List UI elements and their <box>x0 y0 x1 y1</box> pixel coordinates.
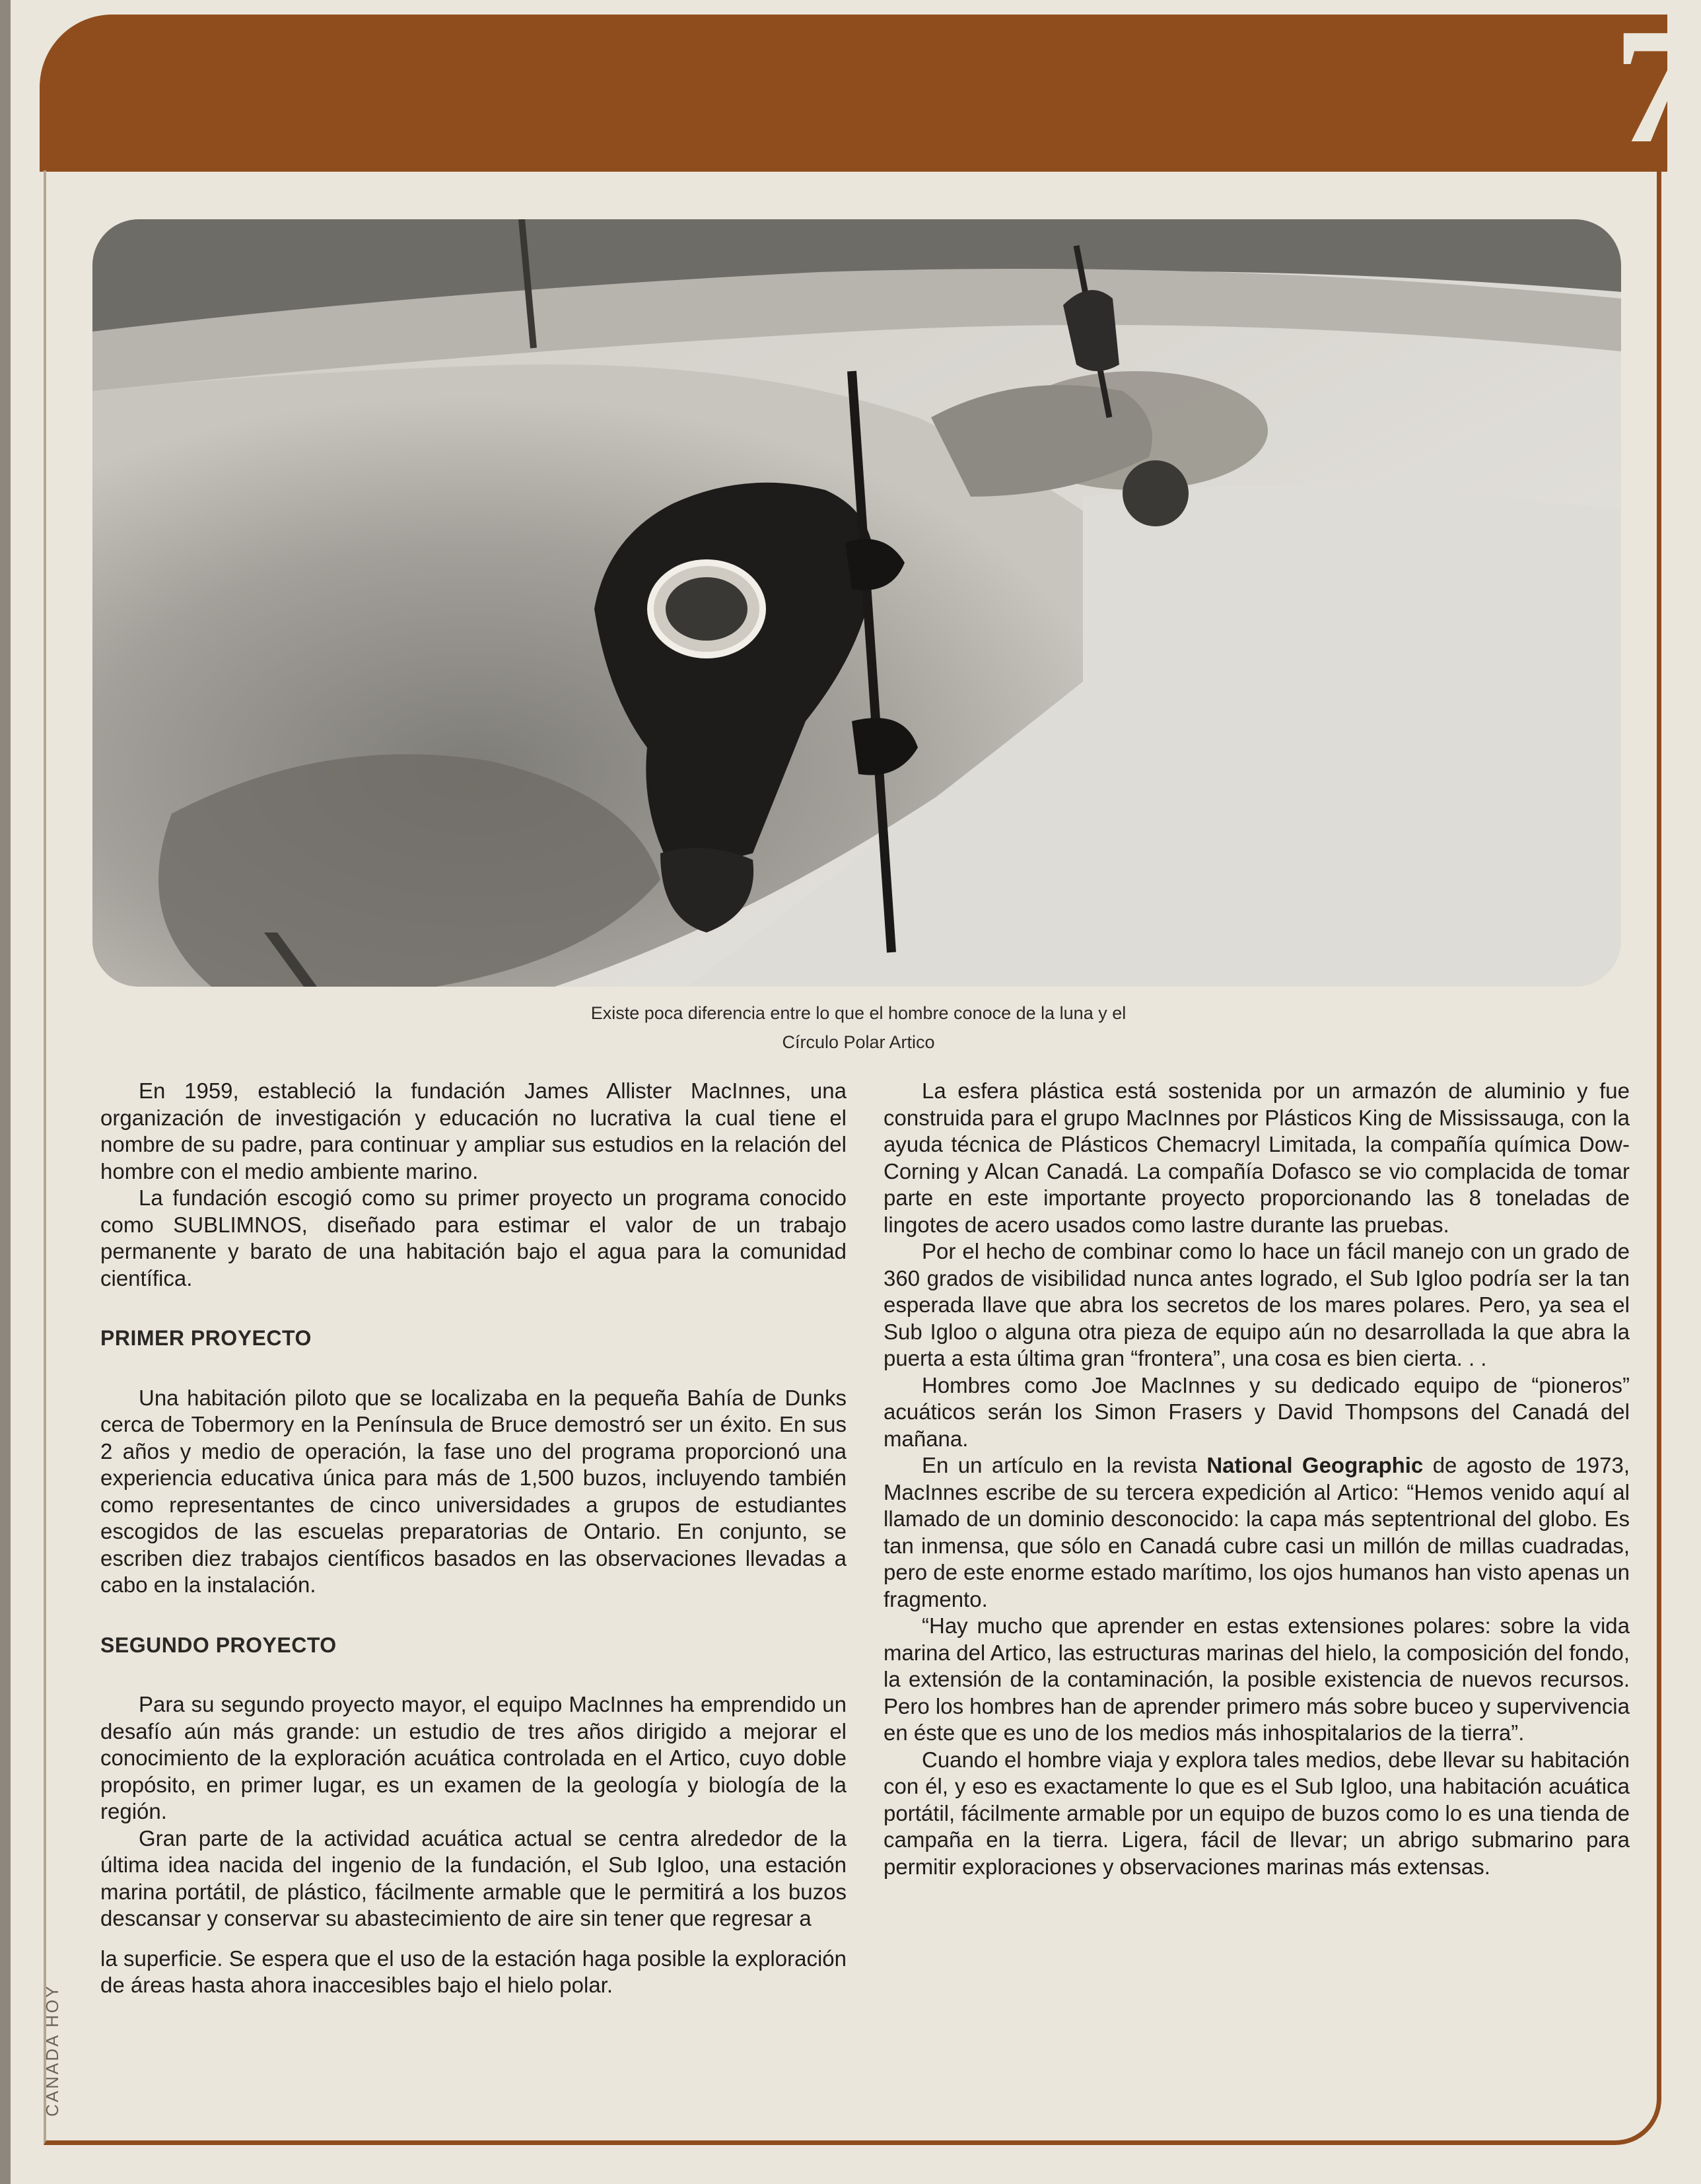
left-column <box>100 1078 847 1999</box>
caption-line-1: Existe poca diferencia entre lo que el hombre conoce de la luna y el <box>590 1003 1127 1023</box>
paragraph: “Hay mucho que aprender en estas extensiones polares: sobre la vida marina del Artico, las estructuras marinas del hielo, la composición del fondo, la extensión de la contaminación, la posible existencia de nuevos recursos. Pero los hombres han de aprender primero más sobre buceo y supervivencia en éste que es uno de los medios más inhospitalarios de la tierra”. <box>884 1613 1630 1745</box>
paragraph: Hombres como Joe MacInnes y su dedicado equipo de “pioneros” acuáticos serán los Simon Frasers y David Thompsons del Canadá del mañana. <box>884 1372 1630 1451</box>
photo-caption <box>396 999 1321 1057</box>
diver-photo <box>92 219 1621 987</box>
page-number: 7 <box>1614 0 1697 178</box>
paragraph: Una habitación piloto que se localizaba en la pequeña Bahía de Dunks cerca de Tobermory en la Península de Bruce demostró ser un éxito. En sus 2 años y medio de operación, la fase uno del programa proporcionó una experiencia educativa única para más de 1,500 buzos, incluyendo también como representantes de cinco universidades a grupos de estudiantes escogidos de las escuelas preparatorias de Ontario. En conjunto, se escriben diez trabajos científicos basados en las observaciones llevadas a cabo en la instalación. <box>100 1385 847 1597</box>
section-heading-segundo: SEGUNDO PROYECTO <box>100 1633 337 1657</box>
paragraph: La esfera plástica está sostenida por un armazón de aluminio y fue construida para el grupo MacInnes por Plásticos King de Mississauga, con la ayuda técnica de Plásticos Chemacryl Limitada, la compañía química Dow-Corning y Alcan Canadá. La compañía Dofasco se vio complacida de tomar parte en este importante proyecto proporcionando las 8 toneladas de lingotes de acero usados como lastre durante las pruebas. <box>884 1078 1630 1237</box>
paragraph: En 1959, estableció la fundación James Allister MacInnes, una organización de investigación y educación no lucrativa la cual tiene el nombre de su padre, para continuar y ampliar sus estudios en la relación del hombre con el medio ambiente marino. <box>100 1078 847 1183</box>
paragraph <box>884 1452 1630 1613</box>
diver-photo-illustration <box>92 219 1621 987</box>
publication-side-label: CANADA HOY <box>42 1984 62 2117</box>
section-heading-primer: PRIMER PROYECTO <box>100 1326 312 1350</box>
magazine-name: National Geographic <box>1206 1453 1424 1477</box>
right-column <box>884 1078 1630 1880</box>
paragraph: Para su segundo proyecto mayor, el equipo MacInnes ha emprendido un desafío aún más grande: un estudio de tres años dirigido a mejorar el conocimiento de la exploración acuática controlada en el Artico, cuyo doble propósito, en primer lugar, es un examen de la geología y biología de la región. <box>100 1692 847 1823</box>
paragraph-text: En un artículo en la revista <box>922 1453 1207 1477</box>
paragraph: Gran parte de la actividad acuática actual se centra alrededor de la última idea nacida del ingenio de la fundación, el Sub Igloo, una estación marina portátil, de plástico, fácilmente armable que le permitirá a los buzos descansar y conservar su abastecimiento de aire sin tener que regresar a <box>100 1825 847 1930</box>
paragraph-text: de agosto de 1973, MacInnes escribe de su tercera expedición al Artico: “Hemos venido aquí al llamado de un dominio desconocido: la capa más septentrional del globo. Es tan inmensa, que sólo en Canadá cubre casi un millón de millas cuadradas, pero de este enorme estado marítimo, los ojos humanos han visto apenas un fragmento. <box>884 1453 1630 1611</box>
paragraph: Por el hecho de combinar como lo hace un fácil manejo con un grado de 360 grados de visibilidad nunca antes logrado, el Sub Igloo podría ser la tan esperada llave que abra los secretos de los mares polares. Pero, ya sea el Sub Igloo o alguna otra pieza de equipo aún no desarrollada la que abra la puerta a esta última gran “frontera”, una cosa es bien cierta. . . <box>884 1239 1630 1370</box>
paragraph: Cuando el hombre viaja y explora tales medios, debe llevar su habitación con él, y eso es exactamente lo que es el Sub Igloo, una habitación acuática portátil, fácilmente armable por un equipo de buzos como lo es una tienda de campaña en la tierra. Ligera, fácil de llevar; un abrigo submarino para permitir exploraciones y observaciones marinas más extensas. <box>884 1747 1630 1879</box>
header-band <box>40 0 1697 178</box>
paragraph: la superficie. Se espera que el uso de la estación haga posible la exploración de áreas hasta ahora inaccesibles bajo el hielo polar. <box>100 1946 847 1997</box>
page-binding-edge <box>0 0 11 2184</box>
paragraph: La fundación escogió como su primer proyecto un programa conocido como SUBLIMNOS, diseñado para estimar el valor de un trabajo permanente y barato de una habitación bajo el agua para la comunidad científica. <box>100 1185 847 1290</box>
caption-line-2: Círculo Polar Artico <box>782 1032 935 1052</box>
